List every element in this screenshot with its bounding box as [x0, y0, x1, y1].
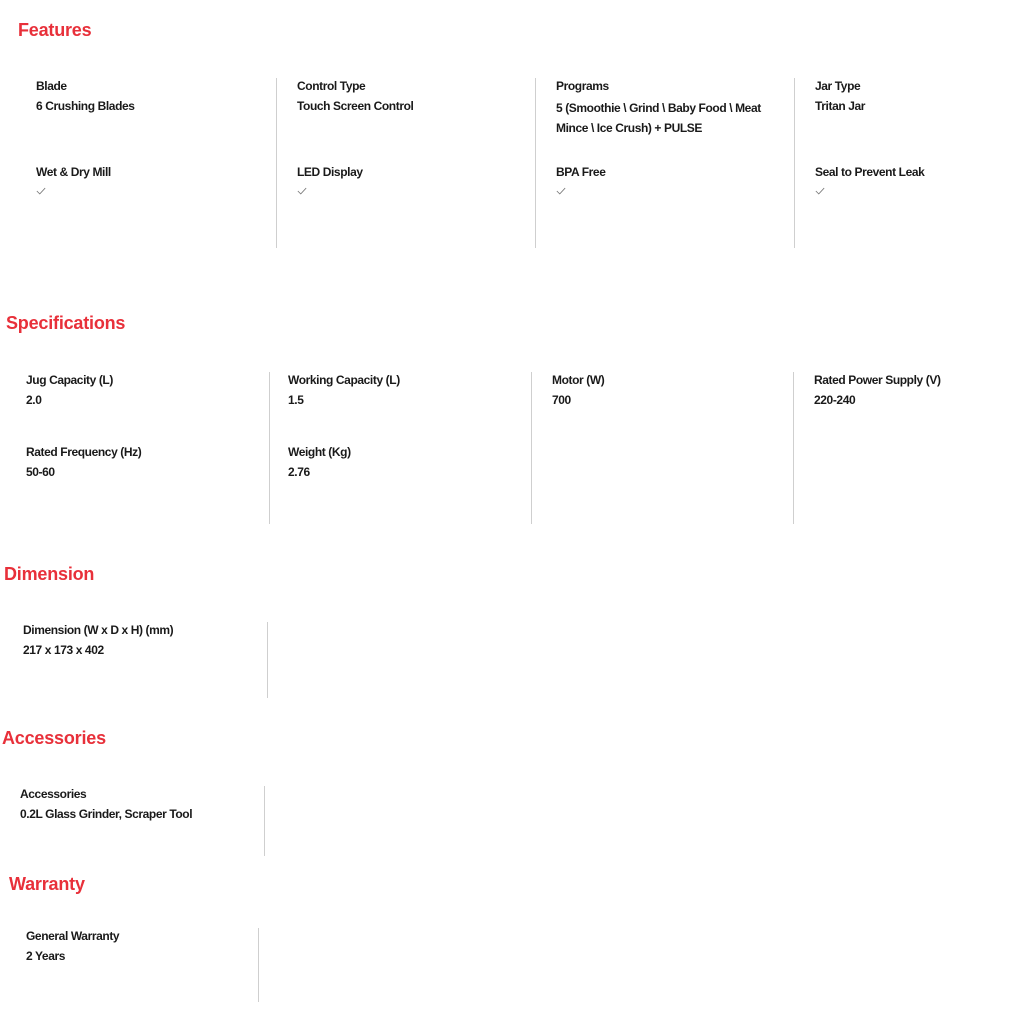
dimension-cell [23, 622, 268, 698]
feature-blade [36, 78, 276, 114]
spec-label: Rated Power Supply (V) [814, 373, 941, 387]
feature-value: 5 (Smoothie \ Grind \ Baby Food \ Meat Mince \ Ice Crush) + PULSE [556, 101, 761, 135]
feature-label: Control Type [297, 79, 366, 93]
spec-jug-capacity [26, 372, 269, 408]
feature-value: Touch Screen Control [297, 99, 414, 113]
spec-value: 700 [552, 393, 571, 407]
accessories-value: 0.2L Glass Grinder, Scraper Tool [20, 807, 193, 821]
features-heading: Features [18, 20, 92, 40]
feature-label: Wet & Dry Mill [36, 165, 111, 179]
spec-rated-power [814, 372, 1024, 408]
dimension-heading: Dimension [4, 564, 95, 584]
feature-value: 6 Crushing Blades [36, 99, 135, 113]
feature-wet-dry-mill [36, 164, 276, 196]
spec-value: 2.0 [26, 393, 42, 407]
check-icon [297, 186, 307, 196]
spec-motor [552, 372, 793, 408]
spec-weight [288, 444, 531, 480]
feature-bpa-free [556, 164, 794, 196]
spec-label: Motor (W) [552, 373, 605, 387]
warranty-value: 2 Years [26, 949, 66, 963]
feature-label: LED Display [297, 165, 363, 179]
spec-value: 50-60 [26, 465, 55, 479]
feature-seal-leak [815, 164, 1024, 196]
feature-label: Seal to Prevent Leak [815, 165, 925, 179]
feature-value: Tritan Jar [815, 99, 866, 113]
feature-label: Programs [556, 79, 609, 93]
spec-column-2 [270, 372, 532, 524]
features-grid [18, 78, 1024, 248]
features-column-3 [536, 78, 795, 248]
feature-programs [556, 78, 794, 138]
features-column-1 [18, 78, 277, 248]
feature-label: BPA Free [556, 165, 606, 179]
spec-label: Weight (Kg) [288, 445, 351, 459]
spec-value: 2.76 [288, 465, 310, 479]
feature-control-type [297, 78, 535, 114]
spec-label: Working Capacity (L) [288, 373, 400, 387]
check-icon [36, 186, 46, 196]
spec-column-4 [793, 372, 1024, 448]
specifications-grid [8, 372, 1024, 524]
accessories-label: Accessories [20, 787, 87, 801]
specifications-heading: Specifications [6, 313, 126, 333]
feature-led-display [297, 164, 535, 196]
features-column-2 [277, 78, 536, 248]
spec-working-capacity [288, 372, 531, 408]
check-icon [556, 186, 566, 196]
spec-column-3 [532, 372, 794, 524]
spec-label: Rated Frequency (Hz) [26, 445, 142, 459]
spec-value: 1.5 [288, 393, 304, 407]
accessories-cell [20, 786, 265, 856]
features-column-4 [795, 78, 1024, 248]
warranty-label: General Warranty [26, 929, 120, 943]
accessories-heading: Accessories [2, 728, 106, 748]
feature-label: Blade [36, 79, 67, 93]
dimension-label: Dimension (W x D x H) (mm) [23, 623, 174, 637]
warranty-cell [26, 928, 259, 1002]
feature-label: Jar Type [815, 79, 861, 93]
check-icon [815, 186, 825, 196]
spec-label: Jug Capacity (L) [26, 373, 113, 387]
spec-value: 220-240 [814, 393, 856, 407]
spec-rated-frequency [26, 444, 269, 480]
dimension-value: 217 x 173 x 402 [23, 643, 104, 657]
feature-jar-type [815, 78, 1024, 114]
warranty-heading: Warranty [9, 874, 85, 894]
spec-column-1 [8, 372, 270, 524]
